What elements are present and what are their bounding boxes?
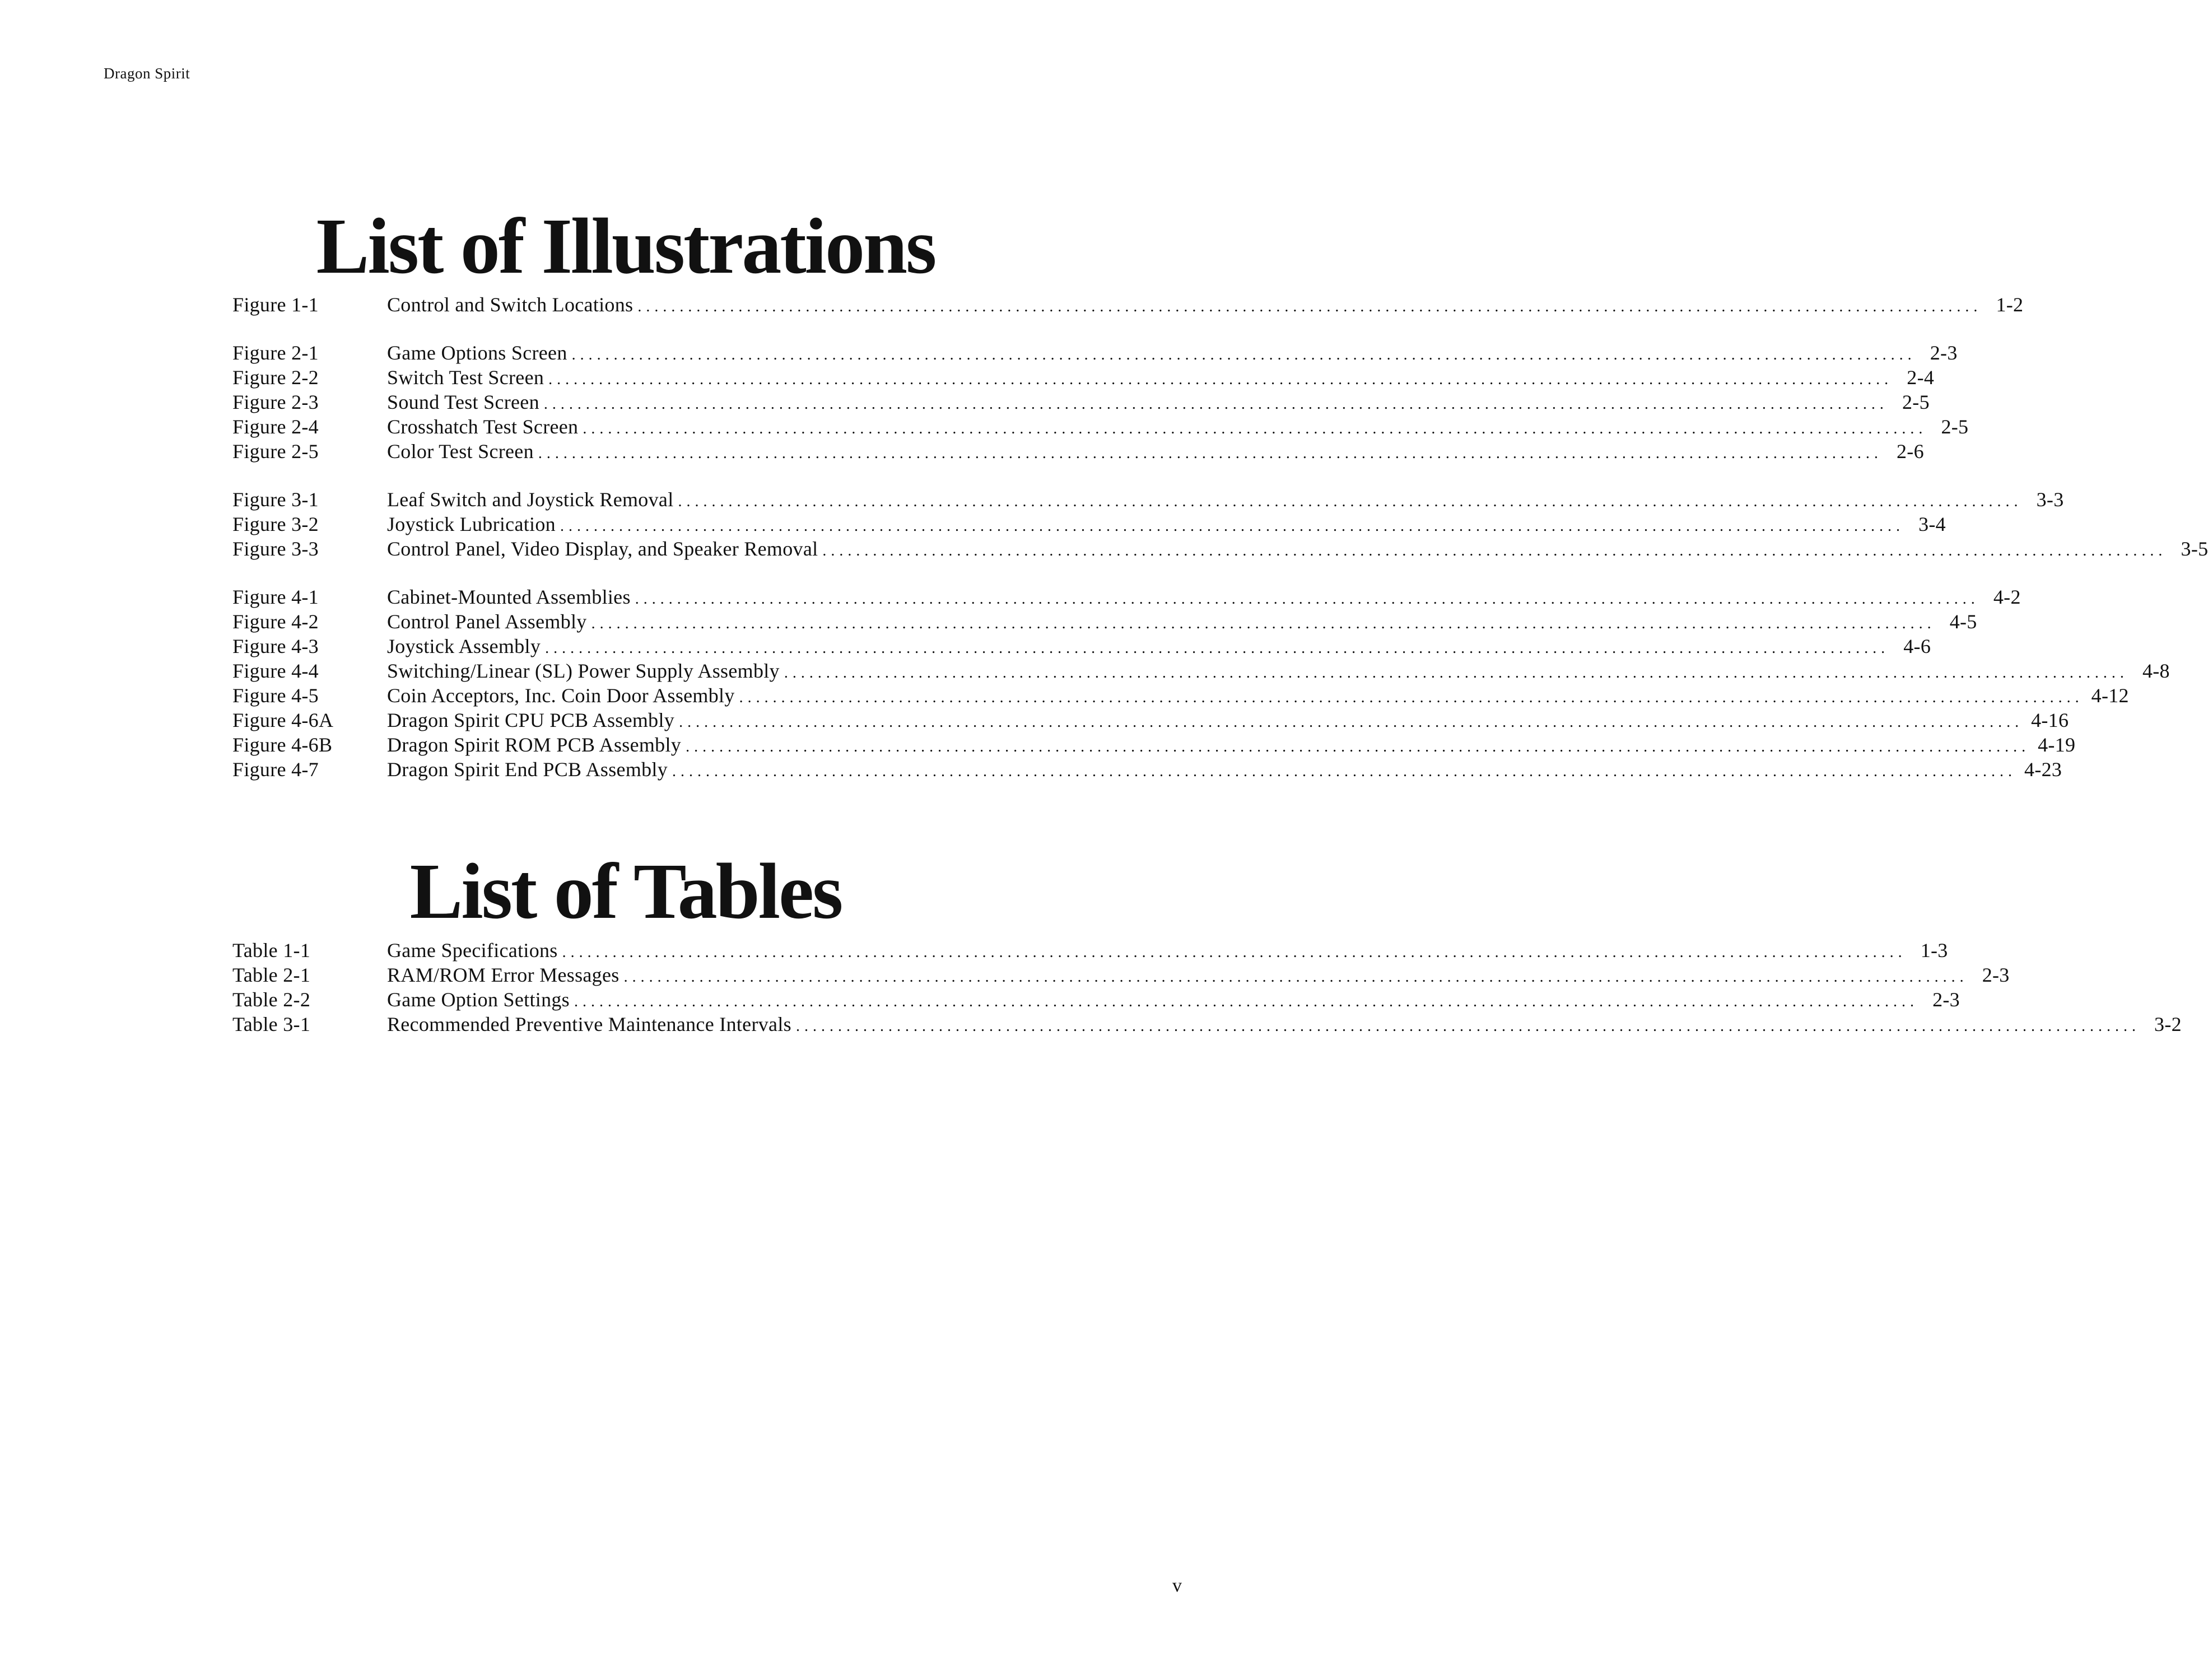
entry-title: Color Test Screen — [387, 440, 534, 463]
entry-page-number: 4-19 — [2038, 734, 2076, 756]
dot-leader: ................................................................................................................................................................ — [637, 298, 1982, 315]
list-entry — [232, 708, 2069, 732]
entry-title: Leaf Switch and Joystick Removal — [387, 488, 674, 511]
dot-leader: ................................................................................................................................................................ — [548, 371, 1893, 388]
entry-page-number: 2-5 — [1941, 416, 1969, 438]
entry-label: Figure 2-1 — [232, 342, 319, 364]
list-entry — [232, 1012, 2182, 1037]
dot-leader: ................................................................................................................................................................ — [686, 738, 2030, 755]
entry-title: Switch Test Screen — [387, 366, 544, 389]
entry-title: Dragon Spirit End PCB Assembly — [387, 758, 668, 781]
entry-label: Figure 1-1 — [232, 293, 319, 316]
dot-leader: ................................................................................................................................................................ — [583, 420, 1927, 437]
dot-leader: ................................................................................................................................................................ — [672, 763, 2017, 780]
dot-leader: ................................................................................................................................................................ — [739, 689, 2084, 706]
list-entry — [232, 487, 2064, 512]
entry-page-number: 2-3 — [1930, 342, 1958, 364]
entry-label: Figure 2-2 — [232, 366, 319, 389]
entry-label: Figure 4-6A — [232, 709, 334, 731]
entry-label: Table 2-2 — [232, 988, 311, 1011]
list-entry — [232, 512, 1946, 536]
entry-page-number: 4-2 — [1993, 586, 2021, 608]
entry-label: Table 1-1 — [232, 939, 311, 962]
entry-title: Sound Test Screen — [387, 391, 539, 413]
list-entry — [232, 609, 1977, 634]
list-entry — [232, 659, 2170, 683]
list-entry — [232, 414, 1969, 439]
entry-label: Figure 4-5 — [232, 684, 319, 707]
entry-page-number: 2-4 — [1907, 366, 1935, 389]
entry-group — [232, 487, 2208, 561]
entry-label: Figure 2-5 — [232, 440, 319, 463]
entry-label: Figure 4-4 — [232, 660, 319, 682]
dot-leader: ................................................................................................................................................................ — [543, 395, 1888, 413]
entry-title: Recommended Preventive Maintenance Intervals — [387, 1013, 791, 1035]
list-entry — [232, 340, 1958, 365]
entry-label: Figure 2-4 — [232, 416, 319, 438]
entry-page-number: 2-3 — [1932, 988, 1960, 1011]
dot-leader: ................................................................................................................................................................ — [538, 445, 1883, 462]
entry-label: Table 3-1 — [232, 1013, 311, 1035]
entry-label: Figure 3-1 — [232, 488, 319, 511]
page-number: v — [1172, 1575, 1182, 1596]
entry-group — [232, 585, 2170, 782]
list-entry — [232, 938, 1948, 963]
entry-title: Joystick Lubrication — [387, 513, 556, 535]
list-entry — [232, 292, 2024, 317]
list-of-tables-title: List of Tables — [409, 847, 842, 935]
entry-title: Control Panel, Video Display, and Speaker Removal — [387, 538, 818, 560]
dot-leader: ................................................................................................................................................................ — [574, 993, 1918, 1010]
dot-leader: ................................................................................................................................................................ — [591, 615, 1936, 632]
entry-page-number: 3-3 — [2036, 488, 2064, 511]
entry-title: Switching/Linear (SL) Power Supply Assembly — [387, 660, 780, 682]
illustrations-list — [232, 292, 2208, 805]
entry-title: Dragon Spirit ROM PCB Assembly — [387, 734, 682, 756]
dot-leader: ................................................................................................................................................................ — [635, 590, 1979, 608]
entry-page-number: 4-8 — [2142, 660, 2170, 682]
entry-group — [232, 292, 2024, 317]
list-entry — [232, 963, 2010, 987]
list-entry — [232, 732, 2076, 757]
entry-page-number: 4-12 — [2091, 684, 2129, 707]
entry-page-number: 4-6 — [1903, 635, 1931, 657]
dot-leader: ................................................................................................................................................................ — [562, 944, 1907, 961]
entry-title: Game Specifications — [387, 939, 558, 962]
tables-list — [232, 938, 2182, 1060]
dot-leader: ................................................................................................................................................................ — [560, 517, 1904, 535]
entry-page-number: 2-6 — [1896, 440, 1924, 463]
entry-group — [232, 340, 1969, 464]
dot-leader: ................................................................................................................................................................ — [784, 664, 2128, 682]
entry-label: Figure 3-2 — [232, 513, 319, 535]
entry-label: Table 2-1 — [232, 964, 311, 986]
entry-group — [232, 938, 2182, 1037]
list-entry — [232, 390, 1930, 414]
entry-title: Crosshatch Test Screen — [387, 416, 579, 438]
list-entry — [232, 987, 1960, 1012]
entry-label: Figure 4-3 — [232, 635, 319, 657]
entry-page-number: 2-3 — [1982, 964, 2010, 986]
entry-page-number: 2-5 — [1902, 391, 1930, 413]
entry-label: Figure 4-1 — [232, 586, 319, 608]
entry-title: Game Options Screen — [387, 342, 567, 364]
list-entry — [232, 536, 2208, 561]
entry-title: Control and Switch Locations — [387, 293, 633, 316]
entry-label: Figure 4-6B — [232, 734, 333, 756]
list-entry — [232, 757, 2062, 782]
list-entry — [232, 634, 1931, 659]
entry-label: Figure 2-3 — [232, 391, 319, 413]
entry-label: Figure 3-3 — [232, 538, 319, 560]
entry-page-number: 3-5 — [2181, 538, 2208, 560]
entry-title: Dragon Spirit CPU PCB Assembly — [387, 709, 675, 731]
entry-page-number: 3-4 — [1918, 513, 1946, 535]
entry-page-number: 3-2 — [2154, 1013, 2182, 1035]
dot-leader: ................................................................................................................................................................ — [822, 542, 2167, 559]
list-entry — [232, 365, 1935, 390]
dot-leader: ................................................................................................................................................................ — [679, 713, 2024, 731]
entry-label: Figure 4-7 — [232, 758, 319, 781]
dot-leader: ................................................................................................................................................................ — [545, 640, 1890, 657]
entry-title: Coin Acceptors, Inc. Coin Door Assembly — [387, 684, 735, 707]
dot-leader: ................................................................................................................................................................ — [571, 346, 1916, 363]
entry-page-number: 4-5 — [1949, 610, 1977, 633]
dot-leader: ................................................................................................................................................................ — [795, 1018, 2140, 1035]
list-entry — [232, 439, 1924, 464]
entry-title: Control Panel Assembly — [387, 610, 587, 633]
list-of-illustrations-title: List of Illustrations — [316, 202, 935, 290]
entry-title: Game Option Settings — [387, 988, 570, 1011]
entry-page-number: 1-3 — [1920, 939, 1948, 962]
entry-page-number: 4-23 — [2024, 758, 2062, 781]
entry-label: Figure 4-2 — [232, 610, 319, 633]
running-head: Dragon Spirit — [104, 65, 190, 82]
entry-title: Joystick Assembly — [387, 635, 541, 657]
list-entry — [232, 585, 2021, 609]
entry-page-number: 4-16 — [2031, 709, 2069, 731]
entry-title: RAM/ROM Error Messages — [387, 964, 619, 986]
dot-leader: ................................................................................................................................................................ — [623, 968, 1968, 986]
dot-leader: ................................................................................................................................................................ — [678, 493, 2023, 510]
entry-page-number: 1-2 — [1996, 293, 2024, 316]
list-entry — [232, 683, 2129, 708]
entry-title: Cabinet-Mounted Assemblies — [387, 586, 631, 608]
